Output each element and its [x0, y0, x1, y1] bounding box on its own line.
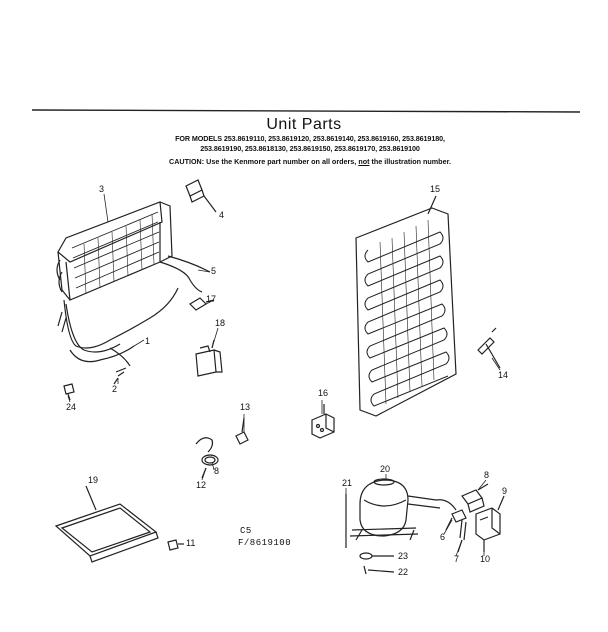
callout-14: 14 — [498, 370, 509, 380]
part-14 — [478, 328, 500, 368]
diagram-code-line2: F/8619100 — [238, 538, 292, 548]
callout-12: 12 — [196, 480, 207, 490]
callout-24: 24 — [66, 402, 77, 412]
callout-7: 7 — [454, 554, 460, 564]
models-line-2: 253.8619190, 253.8618130, 253.8619150, 253.8619170, 253.8619100 — [200, 144, 420, 153]
part-clip-24 — [64, 384, 74, 400]
diagram-code-line1: C5 — [240, 526, 252, 536]
callout-3: 3 — [99, 184, 105, 194]
callout-8: 8 — [484, 470, 490, 480]
callout-2: 2 — [112, 384, 118, 394]
caution-not: not — [358, 157, 370, 166]
tray — [56, 486, 158, 562]
callout-16: 16 — [318, 388, 329, 398]
callout-17: 17 — [206, 294, 217, 304]
part-cover-9 — [476, 496, 504, 552]
callout-21: 21 — [342, 478, 353, 488]
models-list — [60, 134, 560, 154]
part-overload-6 — [446, 510, 466, 530]
condenser — [356, 196, 456, 416]
callout-9: 9 — [502, 486, 508, 496]
callout-6: 6 — [440, 532, 446, 542]
callout-18: 18 — [215, 318, 226, 328]
callout-15: 15 — [430, 184, 441, 194]
part-screw-22 — [364, 566, 394, 574]
callout-22: 22 — [398, 567, 409, 577]
callout-13: 13 — [240, 402, 251, 412]
caution-suffix: the illustration number. — [371, 157, 451, 166]
part-relay-8 — [462, 484, 488, 512]
part-screw-11 — [168, 540, 184, 550]
caution-note — [60, 157, 560, 166]
callout-19: 19 — [88, 475, 99, 485]
part-box-18 — [196, 340, 222, 376]
models-line-1: FOR MODELS 253.8619110, 253.8619120, 253.8619140, 253.8619160, 253.8619180, — [175, 134, 445, 143]
part-bracket-4 — [186, 180, 216, 212]
part-sensor-13 — [236, 418, 248, 444]
part-grommet-23 — [360, 553, 394, 559]
callout-23: 23 — [398, 551, 409, 561]
callout-10: 10 — [480, 554, 491, 564]
part-thermostat-16 — [312, 404, 334, 438]
callout-8-left: 8 — [214, 466, 220, 476]
callout-4: 4 — [219, 210, 225, 220]
callout-1: 1 — [145, 336, 151, 346]
leader-lines — [68, 194, 500, 556]
caution-prefix: CAUTION: Use the Kenmore part number on all orders, — [169, 157, 357, 166]
callout-11: 11 — [186, 538, 196, 548]
callout-20: 20 — [380, 464, 391, 474]
top-rule — [32, 110, 580, 112]
callout-5: 5 — [211, 266, 217, 276]
evaporator — [57, 202, 172, 300]
page-title: Unit Parts — [266, 116, 342, 133]
part-screw-2 — [114, 368, 126, 384]
